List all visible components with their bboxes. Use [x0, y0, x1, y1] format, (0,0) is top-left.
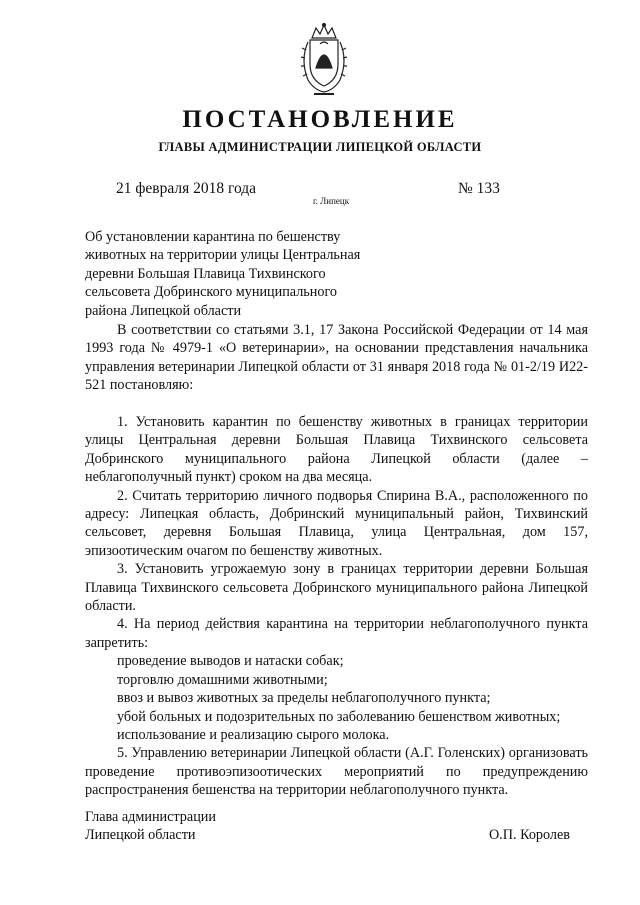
document-subtitle: ГЛАВЫ АДМИНИСТРАЦИИ ЛИПЕЦКОЙ ОБЛАСТИ [158, 140, 482, 154]
document-number: № 133 [458, 180, 500, 197]
subject-line: района Липецкой области [85, 302, 242, 319]
prohibition-item: использование и реализацию сырого молока. [117, 726, 390, 743]
prohibition-item: убой больных и подозрительных по заболеванию бешенством животных; [117, 708, 561, 725]
coat-of-arms-icon [296, 20, 352, 100]
item-4-paragraph: 4. На период действия карантина на территории неблагополучного пункта запретить: [85, 616, 588, 651]
prohibition-item: ввоз и вывоз животных за пределы неблагополучного пункта; [117, 690, 491, 707]
subject-line: Об установлении карантина по бешенству [85, 229, 341, 245]
document-city: г. Липецк [313, 196, 350, 206]
subject-line: животных на территории улицы Центральная [85, 247, 361, 264]
item-2-paragraph: 2. Считать территорию личного подворья Спирина В.А., расположенного по адресу: Липецкая область, Добринский муниципальный район, Тихвинский сельсовет, деревня Большая Плавица, улица Центральная, дом 157, эпизоотическим очагом по бешенству животных. [85, 487, 588, 559]
document-subject [85, 228, 385, 320]
item-3-paragraph: 3. Установить угрожаемую зону в границах территории деревни Большая Плавица Тихвинского сельсовета Добринского муниципального района Липецкой области. [85, 561, 588, 615]
preamble-paragraph: В соответствии со статьями 3.1, 17 Закона Российской Федерации от 14 мая 1993 года № 4979-1 «О ветеринарии», на основании представления начальника управления ветеринарии Липецкой области от 31 января 2018 года № 01-2/19 И22-521 постановляю: [85, 322, 588, 394]
prohibition-item: проведение выводов и натаски собак; [117, 653, 344, 670]
document-title: ПОСТАНОВЛЕНИЕ [182, 106, 458, 133]
item-1-paragraph: 1. Установить карантин по бешенству животных в границах территории улицы Центральная деревни Большая Плавица Тихвинского сельсовета Добринского муниципального района Липецкой области (далее – неблагополучный пункт) сроком на два месяца. [85, 414, 588, 486]
subject-line: сельсовета Добринского муниципального [85, 284, 338, 301]
document-date: 21 февраля 2018 года [116, 180, 257, 197]
signatory-name: О.П. Королев [488, 827, 570, 844]
signature-position-line-1: Глава администрации [85, 809, 216, 825]
document-body [85, 321, 588, 800]
prohibition-item: торговлю домашними животными; [117, 671, 328, 688]
signature-block [85, 808, 570, 845]
item-5-paragraph: 5. Управлению ветеринарии Липецкой области (А.Г. Голенских) организовать проведение противоэпизоотических мероприятий по предупреждению распространения бешенства на территории неблагополучного пункта. [85, 745, 588, 799]
subject-line: деревни Большая Плавица Тихвинского [85, 265, 326, 282]
signature-position-line-2: Липецкой области [85, 827, 196, 844]
